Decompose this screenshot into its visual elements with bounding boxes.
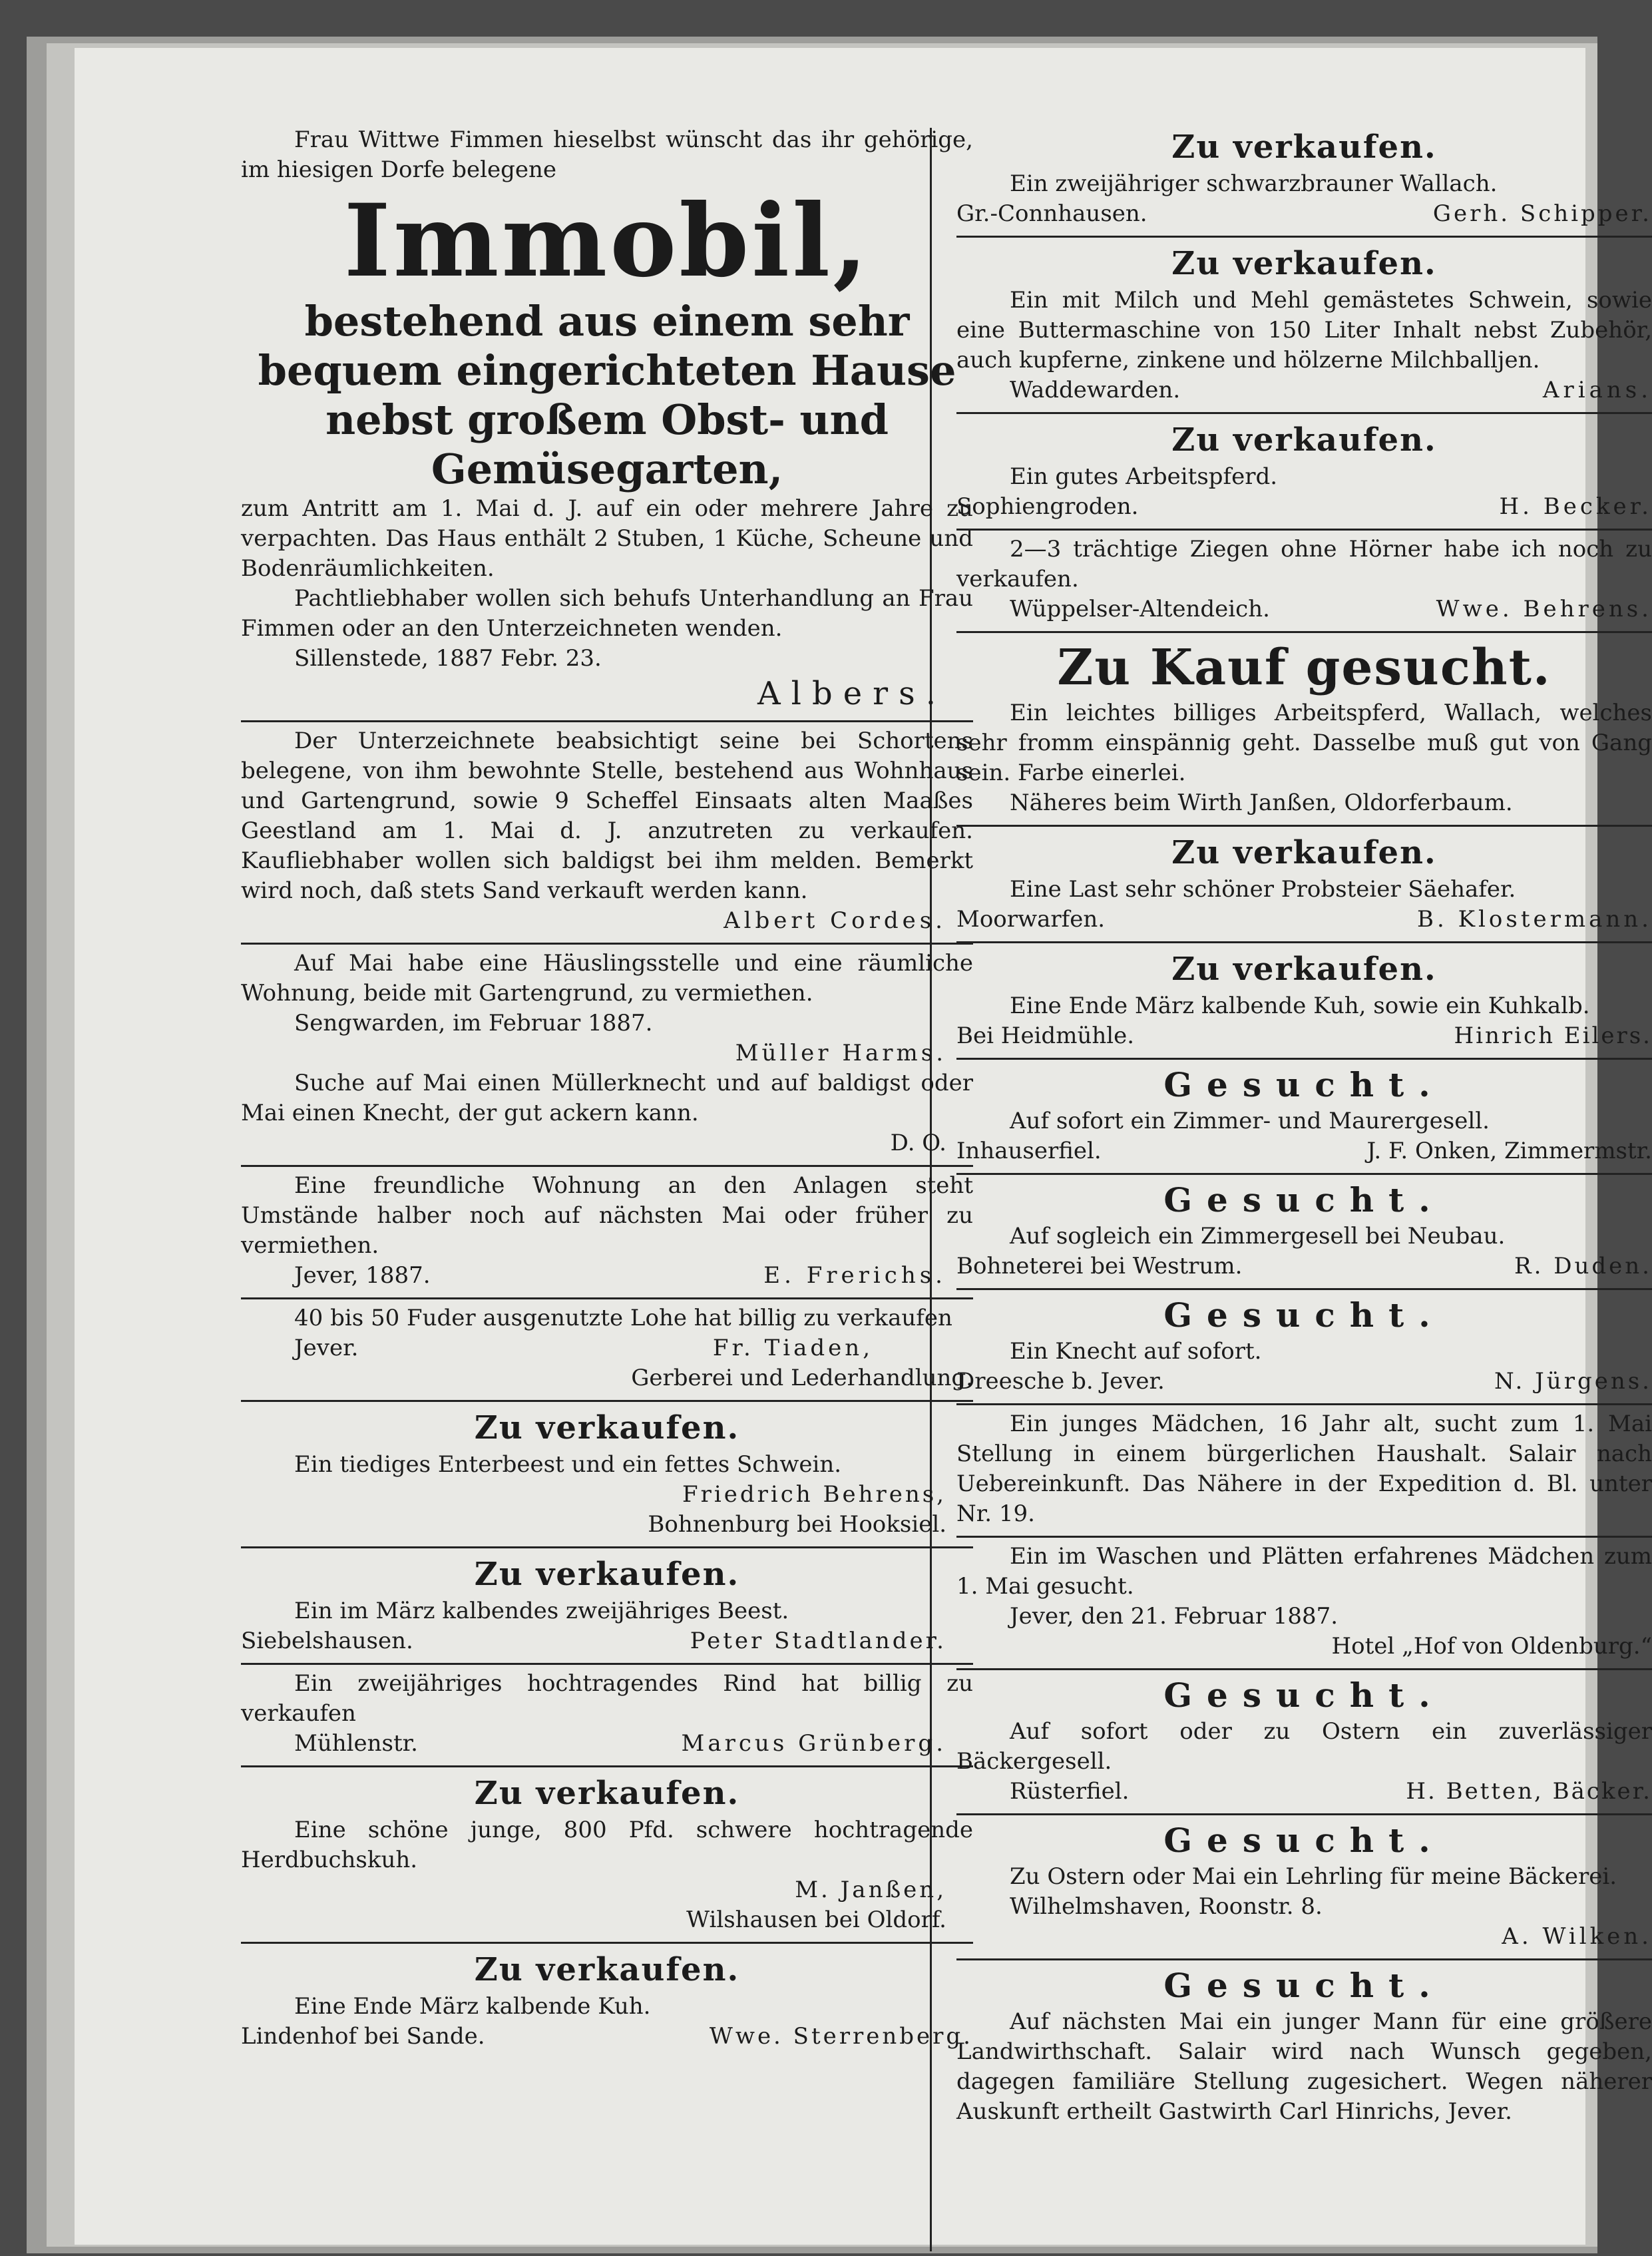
ad-stadtlander (241, 1548, 973, 1665)
ad-maedchen-stellung (956, 1405, 1652, 1538)
ad-heading: Zu verkaufen. (474, 1951, 740, 1988)
ad-becker (956, 414, 1652, 531)
ad-heading: Zu Kauf gesucht. (1057, 639, 1551, 696)
ad-sterrenberg (241, 1944, 973, 2058)
ad-signature: Müller Harms. (735, 1040, 946, 1066)
ad-signature: Hotel „Hof von Oldenburg.“ (1331, 1633, 1652, 1660)
ad-onken (956, 1060, 1652, 1175)
ad-heading: Gesucht. (1163, 1966, 1445, 2005)
ad-footer (956, 1251, 1652, 1281)
ad-harms (241, 945, 973, 1167)
ad-footer (241, 2022, 973, 2052)
ad-body: Auf Mai habe eine Häuslingsstelle und eine räumliche Wohnung, beide mit Gartengrund, zu vermiethen. (241, 950, 973, 1007)
ad-tiaden (241, 1299, 973, 1402)
ad-body: Auf sofort ein Zimmer- und Maurergesell. (1010, 1108, 1490, 1134)
ad-juergens (956, 1290, 1652, 1405)
ad-footer (241, 1333, 973, 1363)
ad-signature-2: Wilshausen bei Oldorf. (686, 1907, 946, 1933)
ad-body: Eine schöne junge, 800 Pfd. schwere hochtragende Herdbuchskuh. (241, 1817, 973, 1873)
ad-body: Zu Ostern oder Mai ein Lehrling für meine Bäckerei. (1010, 1863, 1617, 1890)
ad-heading: Gesucht. (1163, 1180, 1445, 1220)
ad-signature: Peter Stadtlander. (690, 1628, 946, 1654)
ad-heading: Gesucht. (1163, 1821, 1445, 1860)
ad-heading: Zu verkaufen. (1171, 245, 1437, 282)
ad-heading: Zu verkaufen. (1171, 951, 1437, 988)
ad-place: Dreesche b. Jever. (956, 1368, 1165, 1395)
ad-body: 2—3 trächtige Ziegen ohne Hörner habe ich noch zu verkaufen. (956, 536, 1652, 592)
ad-heading: Gesucht. (1163, 1295, 1445, 1335)
ad-place: Jever. (294, 1335, 359, 1361)
ad-signature-2: Bohnenburg bei Hooksiel. (648, 1511, 946, 1538)
ad-body: Eine freundliche Wohnung an den Anlagen steht Umstände halber noch auf nächsten Mai oder früher zu vermiethen. (241, 1172, 973, 1259)
ad-footer (956, 1367, 1652, 1397)
ad-signature: Albert Cordes. (723, 907, 946, 934)
ad-body: Ein im Waschen und Plätten erfahrenes Mädchen zum 1. Mai gesucht. (956, 1543, 1652, 1600)
ad-footer (241, 1626, 973, 1656)
ad-immobil (241, 121, 973, 722)
ad-place: Bohneterei bei Westrum. (956, 1253, 1243, 1279)
ad-signature: H. Betten, Bäcker. (1406, 1778, 1652, 1805)
ad-heading: Zu verkaufen. (1171, 834, 1437, 871)
ad-place: Gr.-Connhausen. (956, 200, 1147, 227)
ad-gruenberg (241, 1665, 973, 1767)
ad-body: Auf nächsten Mai ein junger Mann für eine größere Landwirthschaft. Salair wird nach Wunsch gegeben, dagegen familiäre Stellung zugesichert. Wegen näherer Auskunft ertheilt Gastwirth Carl Hinrichs, Jever. (956, 2008, 1652, 2125)
ad-body-2: Suche auf Mai einen Müllerknecht und auf baldigst oder Mai einen Knecht, der gut ackern kann. (241, 1070, 973, 1126)
ad-signature: R. Duden. (1514, 1253, 1652, 1279)
ad-kauf-gesucht (956, 633, 1652, 827)
ad-footer (956, 375, 1652, 405)
ad-signature-2: Gerberei und Lederhandlung. (631, 1365, 973, 1391)
ad-footer (956, 1021, 1652, 1051)
ad-body: zum Antritt am 1. Mai d. J. auf ein oder mehrere Jahre zu verpachten. Das Haus enthält 2 Stuben, 1 Küche, Scheune und Bodenräumlichkeiten. (241, 495, 973, 582)
ad-body: Ein junges Mädchen, 16 Jahr alt, sucht zum 1. Mai Stellung in einem bürgerlichen Haushalt. Salair nach Uebereinkunft. Das Nähere in der Expedition d. Bl. unter Nr. 19. (956, 1411, 1652, 1527)
ad-title: Immobil, (343, 182, 871, 300)
ad-betten (956, 1670, 1652, 1815)
ad-duden (956, 1175, 1652, 1290)
ad-place: Rüsterfiel. (1010, 1778, 1130, 1805)
ad-place: Moorwarfen. (956, 906, 1106, 933)
ad-signature: Albers. (757, 675, 946, 712)
ad-signature: M. Janßen, (795, 1877, 946, 1903)
ad-place: Bei Heidmühle. (956, 1022, 1135, 1049)
ad-place: Wilhelmshaven, Roonstr. 8. (1010, 1893, 1323, 1920)
ad-footer (956, 905, 1652, 935)
ad-signature-2: D. O. (890, 1130, 946, 1156)
ad-eilers (956, 943, 1652, 1060)
ad-hinrichs (956, 1960, 1652, 2134)
ad-footer (241, 1729, 973, 1759)
ad-signature: J. F. Onken, Zimmermstr. (1366, 1138, 1652, 1164)
ad-heading: Zu verkaufen. (1171, 128, 1437, 166)
ad-place: Jever, den 21. Februar 1887. (1010, 1603, 1339, 1630)
ad-place: Sengwarden, im Februar 1887. (294, 1010, 653, 1036)
ad-signature: Wwe. Sterrenberg. (709, 2023, 973, 2050)
ad-frerichs (241, 1167, 973, 1299)
ad-place: Sophiengroden. (956, 493, 1139, 520)
ad-heading: Gesucht. (1163, 1676, 1445, 1715)
left-column (241, 121, 973, 2058)
ad-schipper (956, 121, 1652, 238)
ad-signature: Hinrich Eilers. (1454, 1022, 1652, 1049)
ad-arians (956, 238, 1652, 414)
ad-place: Siebelshausen. (241, 1628, 413, 1654)
right-column (956, 121, 1652, 2134)
ad-signature: N. Jürgens. (1494, 1368, 1652, 1395)
ad-place: Lindenhof bei Sande. (241, 2023, 485, 2050)
ad-signature: Marcus Grünberg. (681, 1730, 946, 1757)
ad-subtitle-4: Gemüsegarten, (431, 445, 783, 493)
ad-signature: Wwe. Behrens. (1436, 596, 1652, 622)
ad-heading: Zu verkaufen. (474, 1409, 740, 1447)
ad-body: Ein mit Milch und Mehl gemästetes Schwein, sowie eine Buttermaschine von 150 Liter Inhalt nebst Zubehör, auch kupferne, zinkene und hölzerne Milchballjen. (956, 287, 1652, 373)
ad-footer (956, 492, 1652, 522)
ad-ziegen (956, 531, 1652, 633)
ad-place: Waddewarden. (1010, 377, 1181, 403)
newspaper-page (75, 48, 1652, 2245)
ad-place: Wüppelser-Altendeich. (1010, 596, 1270, 622)
ad-footer (241, 1261, 973, 1291)
ad-heading: Zu verkaufen. (474, 1775, 740, 1812)
ad-body-2: Pachtliebhaber wollen sich behufs Unterhandlung an Frau Fimmen oder an den Unterzeichneten wenden. (241, 585, 973, 642)
ad-wilken (956, 1815, 1652, 1960)
ad-body: 40 bis 50 Fuder ausgenutzte Lohe hat billig zu verkaufen (294, 1305, 952, 1331)
ad-subtitle-2: bequem eingerichteten Hause (258, 346, 956, 395)
ad-body: Ein tiediges Enterbeest und ein fettes Schwein. (294, 1451, 842, 1478)
ad-cordes (241, 722, 973, 945)
ad-signature: E. Frerichs. (763, 1262, 946, 1289)
ad-body: Der Unterzeichnete beabsichtigt seine bei Schortens belegene, von ihm bewohnte Stelle, bestehend aus Wohnhaus und Gartengrund, sowie 9 Scheffel Einsaats alten Maaßes Geestland am 1. Mai d. J. anzutreten zu verkaufen. Kaufliebhaber wollen sich baldigst bei ihm melden. Bemerkt wird noch, daß stets Sand verkauft werden kann. (241, 728, 973, 904)
ad-footer (956, 594, 1652, 624)
ad-body: Ein zweijähriger schwarzbrauner Wallach. (1010, 170, 1498, 197)
ad-place: Mühlenstr. (294, 1730, 418, 1757)
ad-body: Auf sofort oder zu Ostern ein zuverlässiger Bäckergesell. (956, 1718, 1652, 1775)
ad-footer (956, 1777, 1652, 1807)
ad-footer (956, 199, 1652, 229)
ad-body: Ein zweijähriges hochtragendes Rind hat billig zu verkaufen (241, 1670, 973, 1727)
ad-heading: Zu verkaufen. (474, 1556, 740, 1593)
ad-body: Eine Last sehr schöner Probsteier Säehafer. (1010, 876, 1516, 903)
ad-hof-von-oldenburg (956, 1538, 1652, 1670)
ad-klostermann (956, 827, 1652, 943)
ad-signature: H. Becker. (1499, 493, 1652, 520)
ad-signature: Gerh. Schipper. (1432, 200, 1652, 227)
ad-body-2: Näheres beim Wirth Janßen, Oldorferbaum. (1010, 790, 1513, 816)
ad-signature: Friedrich Behrens, (682, 1481, 946, 1508)
ad-body: Eine Ende März kalbende Kuh, sowie ein Kuhkalb. (1010, 993, 1590, 1019)
ad-place: Inhauserfiel. (956, 1138, 1102, 1164)
ad-behrens (241, 1402, 973, 1548)
ad-place: Jever, 1887. (294, 1262, 431, 1289)
ad-body: Eine Ende März kalbende Kuh. (294, 1993, 651, 2020)
ad-signature: Arians. (1542, 377, 1652, 403)
ad-body: Ein im März kalbendes zweijähriges Beest. (294, 1598, 789, 1624)
ad-footer (956, 1136, 1652, 1166)
ad-intro: Frau Wittwe Fimmen hieselbst wünscht das ihr gehörige, im hiesigen Dorfe belegene (241, 126, 973, 183)
ad-place: Sillenstede, 1887 Febr. 23. (294, 645, 602, 672)
ad-signature: B. Klostermann. (1417, 906, 1652, 933)
ad-heading: Zu verkaufen. (1171, 421, 1437, 459)
ad-subtitle-3: nebst großem Obst- und (325, 395, 889, 444)
ad-subtitle-1: bestehend aus einem sehr (304, 297, 910, 345)
ad-body: Ein gutes Arbeitspferd. (1010, 463, 1278, 490)
ad-body: Ein Knecht auf sofort. (1010, 1338, 1262, 1365)
ad-body: Auf sogleich ein Zimmergesell bei Neubau. (1010, 1223, 1506, 1249)
ad-signature: A. Wilken. (1502, 1923, 1652, 1950)
ad-janssen (241, 1767, 973, 1944)
ad-body: Ein leichtes billiges Arbeitspferd, Wallach, welches sehr fromm einspännig geht. Dasselbe muß gut von Gang sein. Farbe einerlei. (956, 700, 1652, 786)
ad-heading: Gesucht. (1163, 1065, 1445, 1104)
ad-signature: Fr. Tiaden, (712, 1335, 873, 1361)
